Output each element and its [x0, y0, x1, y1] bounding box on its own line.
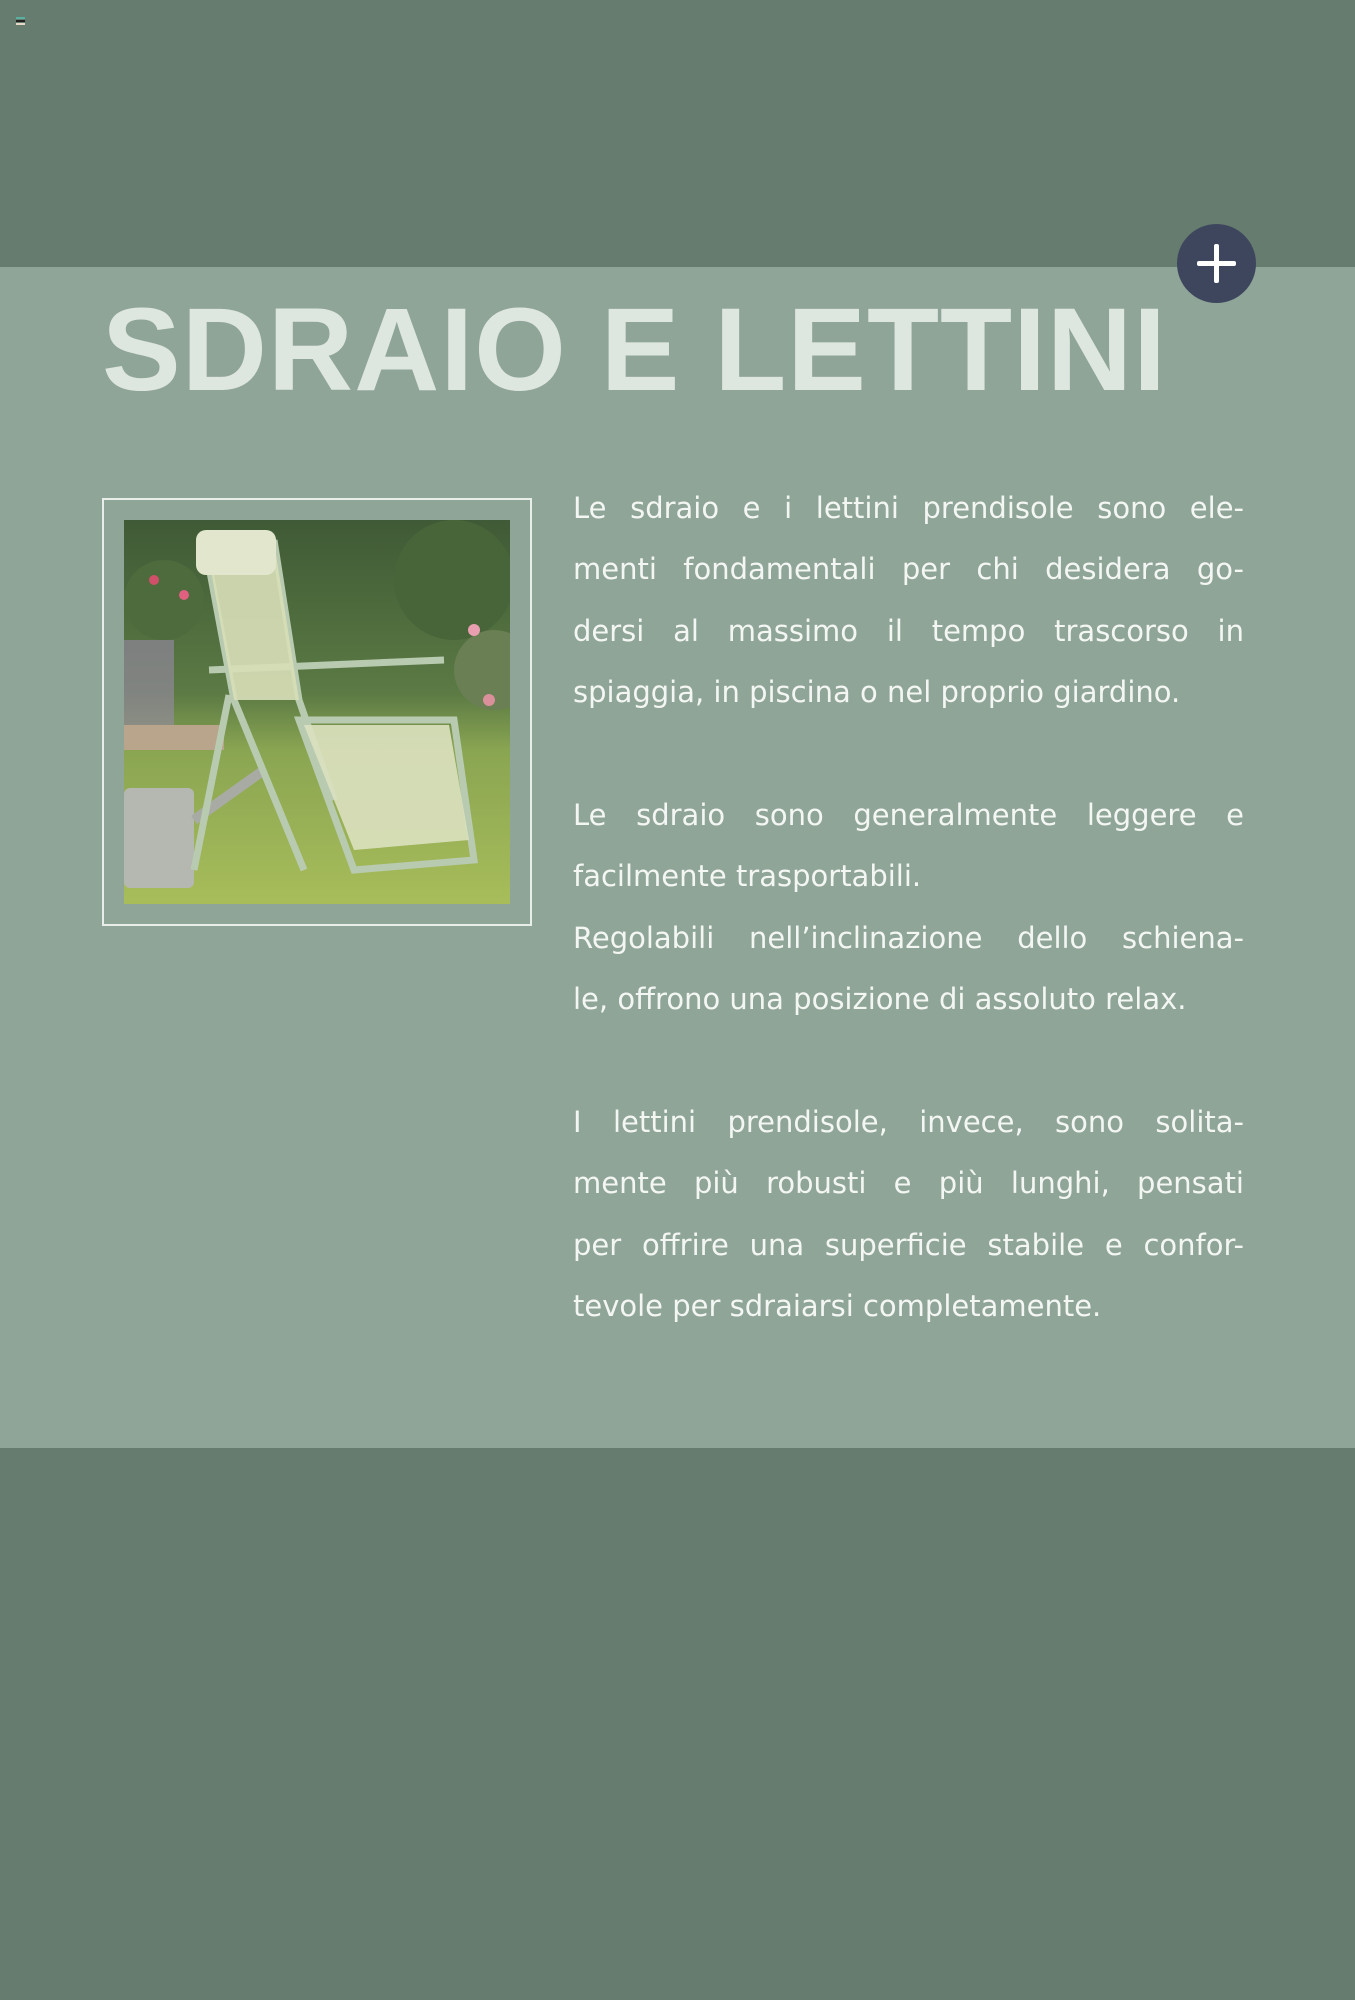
text-line: Le sdraio e i lettini prendisole sono ele-: [573, 491, 1244, 525]
product-image-frame: [102, 498, 532, 926]
top-banner: [0, 0, 1355, 267]
description: [573, 478, 1244, 1338]
text-line: Regolabili nell’inclinazione dello schiena-: [573, 920, 1244, 955]
text-line: spiaggia, in piscina o nel proprio giardino.: [573, 675, 1181, 710]
text-line: facilmente trasportabili.: [573, 859, 922, 894]
text-line: per offrire una superficie stabile e confor-: [573, 1227, 1244, 1262]
text-line: I lettini prendisole, invece, sono solita-: [573, 1105, 1244, 1140]
text-line: dersi al massimo il tempo trascorso in: [573, 613, 1244, 648]
text-line: menti fondamentali per chi desidera go-: [573, 552, 1244, 587]
text-line: Le sdraio sono generalmente leggere e: [573, 798, 1244, 833]
paragraph-2: [573, 785, 1244, 1031]
deck-chair-photo: [124, 520, 510, 904]
text-line: tevole per sdraiarsi completamente.: [573, 1289, 1102, 1324]
text-line: mente più robusti e più lunghi, pensati: [573, 1166, 1244, 1201]
plus-button[interactable]: [1177, 224, 1256, 303]
text-line: le, offrono una posizione di assoluto relax.: [573, 982, 1187, 1017]
paragraph-3: [573, 1092, 1244, 1338]
menu-icon[interactable]: [16, 17, 25, 24]
paragraph-1: [573, 478, 1244, 724]
deck-chair-image: [124, 520, 510, 904]
page-title: SDRAIO E LETTINI: [102, 284, 1167, 416]
